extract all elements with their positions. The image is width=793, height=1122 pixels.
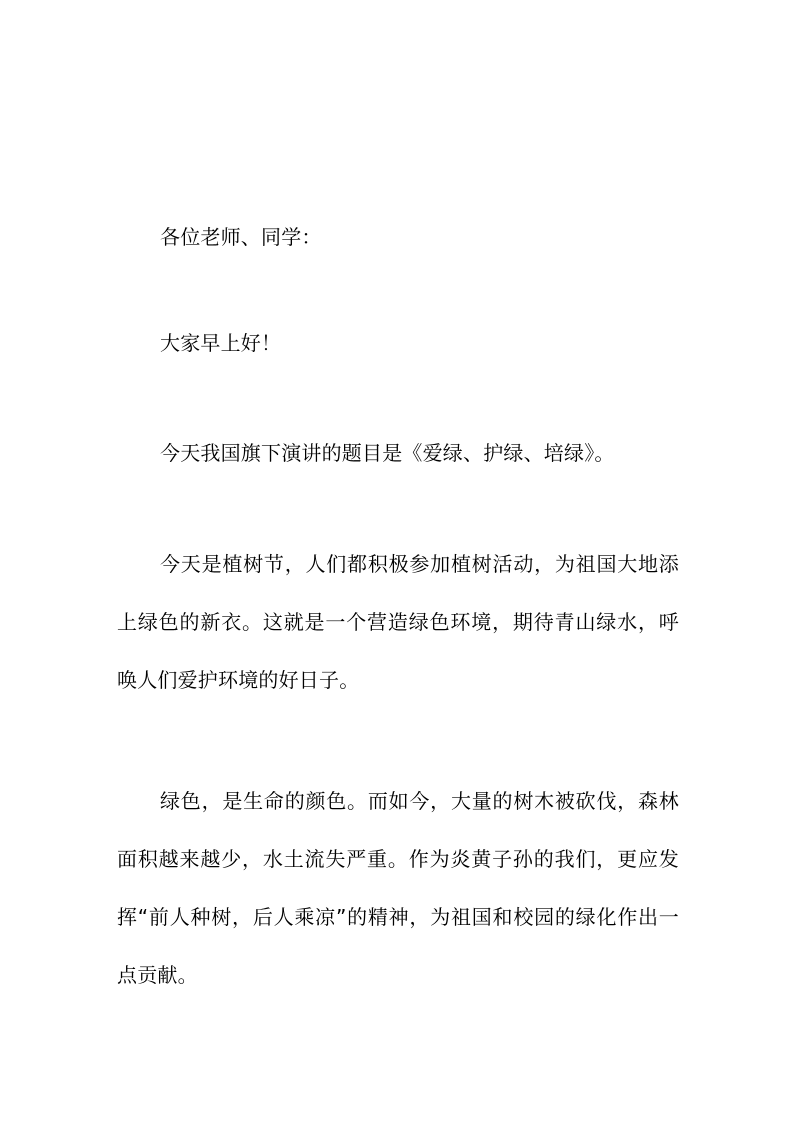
speech-topic-paragraph: 今天我国旗下演讲的题目是《爱绿、护绿、培绿》。 [160, 441, 615, 465]
green-life-paragraph: 绿色，是生命的颜色。而如今，大量的树木被砍伐，森林面积越来越少，水土流失严重。作为炎黄子孙的我们，更应发挥“前人种树，后人乘凉”的精神，为祖国和校园的绿化作出一点贡献。 [117, 789, 679, 987]
greeting: 大家早上好！ [160, 331, 282, 355]
salutation: 各位老师、同学： [160, 225, 322, 249]
arbor-day-paragraph: 今天是植树节，人们都积极参加植树活动，为祖国大地添上绿色的新衣。这就是一个营造绿色环境，期待青山绿水，呼唤人们爱护环境的好日子。 [117, 552, 679, 692]
